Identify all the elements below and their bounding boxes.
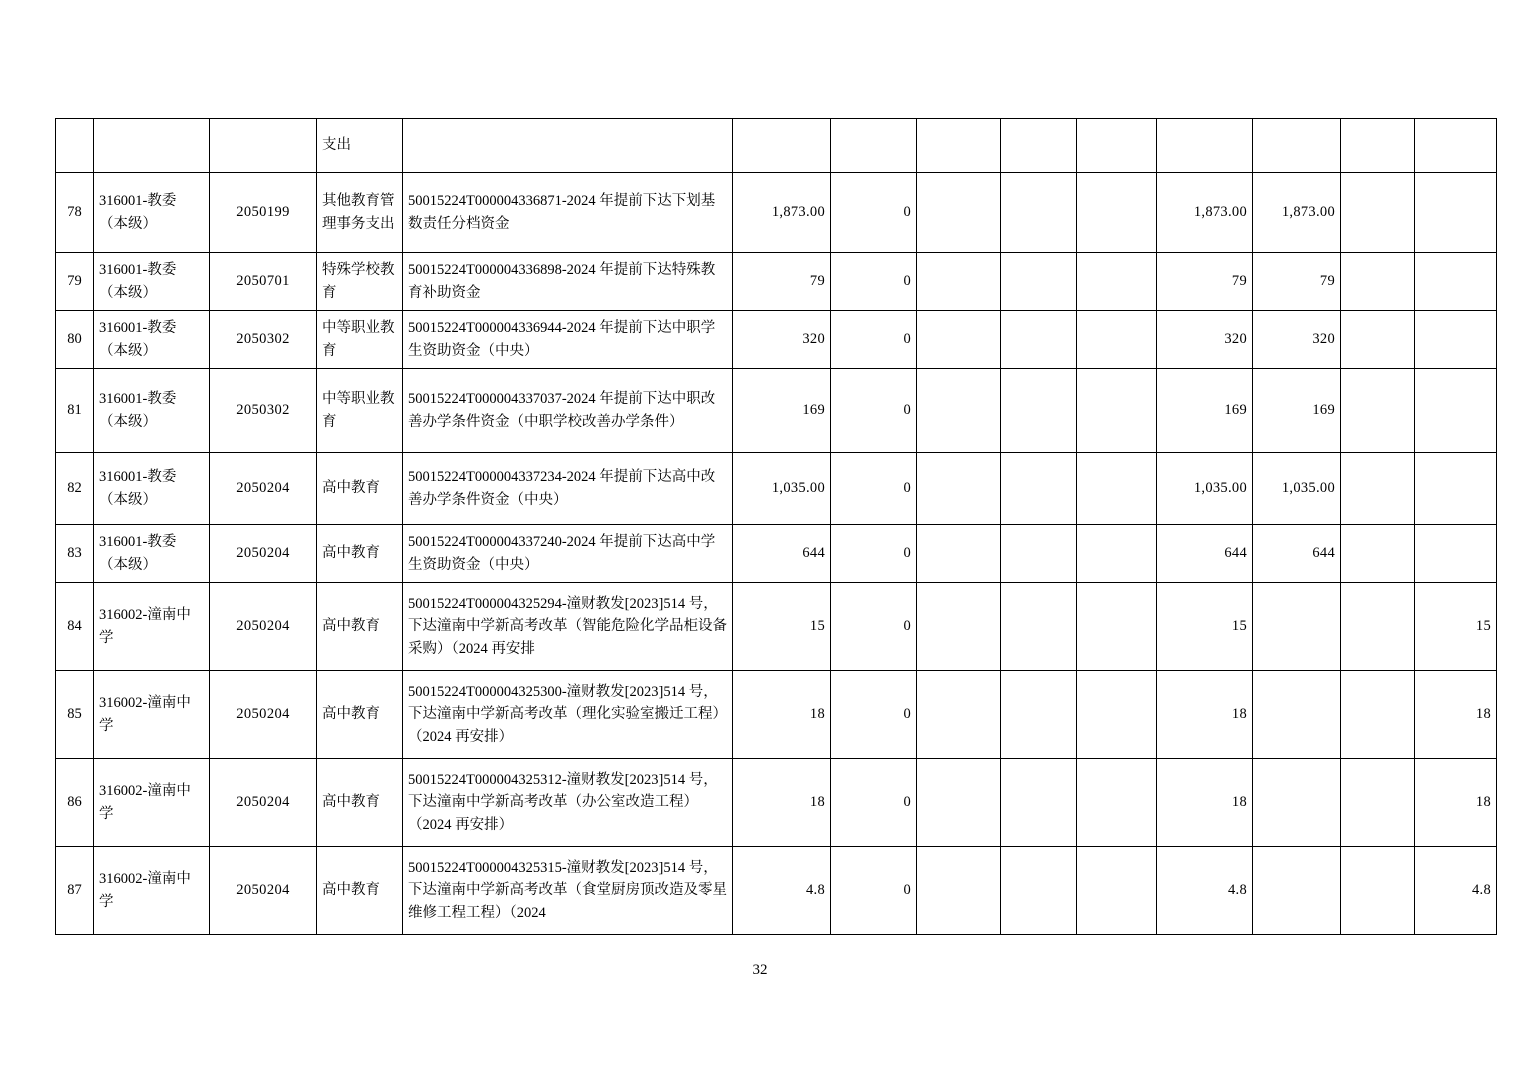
row-unit: 316001-教委（本级） <box>94 253 210 311</box>
row-description: 50015224T000004325312-潼财教发[2023]514 号，下达潼南中学新高考改革（办公室改造工程）（2024 再安排） <box>403 759 733 847</box>
row-value-9 <box>1415 119 1497 173</box>
row-index: 84 <box>56 583 94 671</box>
row-index <box>56 119 94 173</box>
row-value-1: 79 <box>733 253 831 311</box>
row-category: 中等职业教育 <box>317 311 403 369</box>
row-index: 80 <box>56 311 94 369</box>
row-category: 高中教育 <box>317 453 403 525</box>
row-unit: 316001-教委（本级） <box>94 311 210 369</box>
row-code: 2050204 <box>210 525 317 583</box>
row-value-6: 320 <box>1157 311 1253 369</box>
row-value-8 <box>1341 119 1415 173</box>
row-value-4 <box>1001 759 1077 847</box>
row-value-2: 0 <box>831 173 917 253</box>
row-value-7: 79 <box>1253 253 1341 311</box>
row-value-3 <box>917 369 1001 453</box>
row-value-5 <box>1077 525 1157 583</box>
row-value-7: 169 <box>1253 369 1341 453</box>
row-index: 78 <box>56 173 94 253</box>
table-row <box>56 525 1497 583</box>
row-index: 85 <box>56 671 94 759</box>
row-value-3 <box>917 759 1001 847</box>
row-category: 支出 <box>317 119 403 173</box>
row-value-1: 18 <box>733 671 831 759</box>
table-row <box>56 311 1497 369</box>
table-row <box>56 847 1497 935</box>
row-value-1: 1,035.00 <box>733 453 831 525</box>
row-value-6: 18 <box>1157 671 1253 759</box>
row-category: 高中教育 <box>317 671 403 759</box>
row-value-5 <box>1077 671 1157 759</box>
table-row <box>56 173 1497 253</box>
row-code: 2050204 <box>210 847 317 935</box>
row-value-4 <box>1001 847 1077 935</box>
table-row <box>56 759 1497 847</box>
row-value-9 <box>1415 173 1497 253</box>
row-value-9: 4.8 <box>1415 847 1497 935</box>
row-unit: 316001-教委（本级） <box>94 525 210 583</box>
budget-table-body <box>56 119 1497 935</box>
row-value-3 <box>917 847 1001 935</box>
row-value-2: 0 <box>831 583 917 671</box>
row-category: 高中教育 <box>317 525 403 583</box>
row-value-1: 644 <box>733 525 831 583</box>
row-value-9: 18 <box>1415 671 1497 759</box>
row-unit: 316001-教委（本级） <box>94 173 210 253</box>
row-value-1: 15 <box>733 583 831 671</box>
budget-table <box>55 118 1497 935</box>
row-value-4 <box>1001 583 1077 671</box>
row-code <box>210 119 317 173</box>
row-value-5 <box>1077 583 1157 671</box>
row-value-8 <box>1341 671 1415 759</box>
row-value-6: 15 <box>1157 583 1253 671</box>
row-index: 87 <box>56 847 94 935</box>
row-value-8 <box>1341 173 1415 253</box>
row-category: 高中教育 <box>317 759 403 847</box>
row-value-1: 1,873.00 <box>733 173 831 253</box>
row-value-4 <box>1001 525 1077 583</box>
row-value-7 <box>1253 119 1341 173</box>
row-value-3 <box>917 119 1001 173</box>
row-value-7: 320 <box>1253 311 1341 369</box>
row-value-7 <box>1253 671 1341 759</box>
row-value-3 <box>917 525 1001 583</box>
row-value-5 <box>1077 759 1157 847</box>
row-value-7: 644 <box>1253 525 1341 583</box>
row-value-8 <box>1341 583 1415 671</box>
row-value-1: 4.8 <box>733 847 831 935</box>
row-index: 81 <box>56 369 94 453</box>
row-value-3 <box>917 671 1001 759</box>
row-value-1: 169 <box>733 369 831 453</box>
row-value-1 <box>733 119 831 173</box>
row-value-6: 644 <box>1157 525 1253 583</box>
row-value-8 <box>1341 369 1415 453</box>
row-value-7: 1,873.00 <box>1253 173 1341 253</box>
row-value-5 <box>1077 847 1157 935</box>
row-value-2: 0 <box>831 847 917 935</box>
row-value-2: 0 <box>831 253 917 311</box>
row-value-4 <box>1001 119 1077 173</box>
row-code: 2050302 <box>210 311 317 369</box>
row-value-9 <box>1415 369 1497 453</box>
row-category: 其他教育管理事务支出 <box>317 173 403 253</box>
row-index: 79 <box>56 253 94 311</box>
row-value-5 <box>1077 453 1157 525</box>
row-value-7: 1,035.00 <box>1253 453 1341 525</box>
row-value-2: 0 <box>831 671 917 759</box>
row-value-5 <box>1077 173 1157 253</box>
row-description: 50015224T000004336898-2024 年提前下达特殊教育补助资金 <box>403 253 733 311</box>
row-value-9: 15 <box>1415 583 1497 671</box>
row-value-8 <box>1341 525 1415 583</box>
row-category: 高中教育 <box>317 583 403 671</box>
row-description: 50015224T000004325315-潼财教发[2023]514 号，下达潼南中学新高考改革（食堂厨房顶改造及零星维修工程工程）（2024 <box>403 847 733 935</box>
row-value-4 <box>1001 311 1077 369</box>
row-value-2: 0 <box>831 525 917 583</box>
row-value-7 <box>1253 759 1341 847</box>
row-value-5 <box>1077 369 1157 453</box>
row-value-8 <box>1341 311 1415 369</box>
row-code: 2050302 <box>210 369 317 453</box>
row-value-4 <box>1001 671 1077 759</box>
row-value-9 <box>1415 253 1497 311</box>
row-category: 特殊学校教育 <box>317 253 403 311</box>
row-category: 高中教育 <box>317 847 403 935</box>
row-value-6 <box>1157 119 1253 173</box>
row-value-2 <box>831 119 917 173</box>
row-code: 2050701 <box>210 253 317 311</box>
row-category: 中等职业教育 <box>317 369 403 453</box>
row-value-3 <box>917 453 1001 525</box>
table-row <box>56 253 1497 311</box>
row-code: 2050204 <box>210 671 317 759</box>
row-value-9 <box>1415 525 1497 583</box>
row-code: 2050199 <box>210 173 317 253</box>
row-code: 2050204 <box>210 453 317 525</box>
row-description: 50015224T000004325300-潼财教发[2023]514 号，下达潼南中学新高考改革（理化实验室搬迁工程）（2024 再安排） <box>403 671 733 759</box>
row-value-4 <box>1001 173 1077 253</box>
row-description: 50015224T000004337240-2024 年提前下达高中学生资助资金（中央） <box>403 525 733 583</box>
row-description: 50015224T000004337037-2024 年提前下达中职改善办学条件资金（中职学校改善办学条件） <box>403 369 733 453</box>
row-unit: 316001-教委（本级） <box>94 369 210 453</box>
row-value-9: 18 <box>1415 759 1497 847</box>
row-value-8 <box>1341 453 1415 525</box>
table-row <box>56 671 1497 759</box>
row-value-6: 79 <box>1157 253 1253 311</box>
row-index: 86 <box>56 759 94 847</box>
row-value-1: 18 <box>733 759 831 847</box>
row-value-5 <box>1077 311 1157 369</box>
row-value-6: 1,873.00 <box>1157 173 1253 253</box>
row-value-6: 18 <box>1157 759 1253 847</box>
row-code: 2050204 <box>210 759 317 847</box>
row-value-5 <box>1077 253 1157 311</box>
row-value-4 <box>1001 453 1077 525</box>
row-value-9 <box>1415 453 1497 525</box>
row-unit: 316002-潼南中学 <box>94 671 210 759</box>
row-value-2: 0 <box>831 311 917 369</box>
row-value-6: 4.8 <box>1157 847 1253 935</box>
row-value-8 <box>1341 759 1415 847</box>
row-value-3 <box>917 173 1001 253</box>
row-index: 82 <box>56 453 94 525</box>
row-value-3 <box>917 253 1001 311</box>
row-unit: 316002-潼南中学 <box>94 759 210 847</box>
row-unit: 316002-潼南中学 <box>94 583 210 671</box>
row-description: 50015224T000004336944-2024 年提前下达中职学生资助资金（中央） <box>403 311 733 369</box>
row-index: 83 <box>56 525 94 583</box>
row-value-6: 1,035.00 <box>1157 453 1253 525</box>
row-code: 2050204 <box>210 583 317 671</box>
budget-table-container <box>55 118 1491 935</box>
row-value-8 <box>1341 847 1415 935</box>
row-value-4 <box>1001 369 1077 453</box>
row-value-2: 0 <box>831 369 917 453</box>
row-description: 50015224T000004336871-2024 年提前下达下划基数责任分档资金 <box>403 173 733 253</box>
row-value-3 <box>917 311 1001 369</box>
row-value-7 <box>1253 583 1341 671</box>
row-description <box>403 119 733 173</box>
page-number: 32 <box>752 962 768 978</box>
row-value-9 <box>1415 311 1497 369</box>
row-value-1: 320 <box>733 311 831 369</box>
row-value-2: 0 <box>831 453 917 525</box>
row-unit: 316002-潼南中学 <box>94 847 210 935</box>
row-value-4 <box>1001 253 1077 311</box>
row-description: 50015224T000004337234-2024 年提前下达高中改善办学条件资金（中央） <box>403 453 733 525</box>
row-description: 50015224T000004325294-潼财教发[2023]514 号，下达潼南中学新高考改革（智能危险化学品柜设备采购）（2024 再安排 <box>403 583 733 671</box>
table-row <box>56 369 1497 453</box>
row-unit: 316001-教委（本级） <box>94 453 210 525</box>
row-value-6: 169 <box>1157 369 1253 453</box>
row-value-3 <box>917 583 1001 671</box>
table-row <box>56 583 1497 671</box>
row-value-2: 0 <box>831 759 917 847</box>
row-value-8 <box>1341 253 1415 311</box>
row-unit <box>94 119 210 173</box>
table-row <box>56 119 1497 173</box>
row-value-7 <box>1253 847 1341 935</box>
row-value-5 <box>1077 119 1157 173</box>
table-row <box>56 453 1497 525</box>
